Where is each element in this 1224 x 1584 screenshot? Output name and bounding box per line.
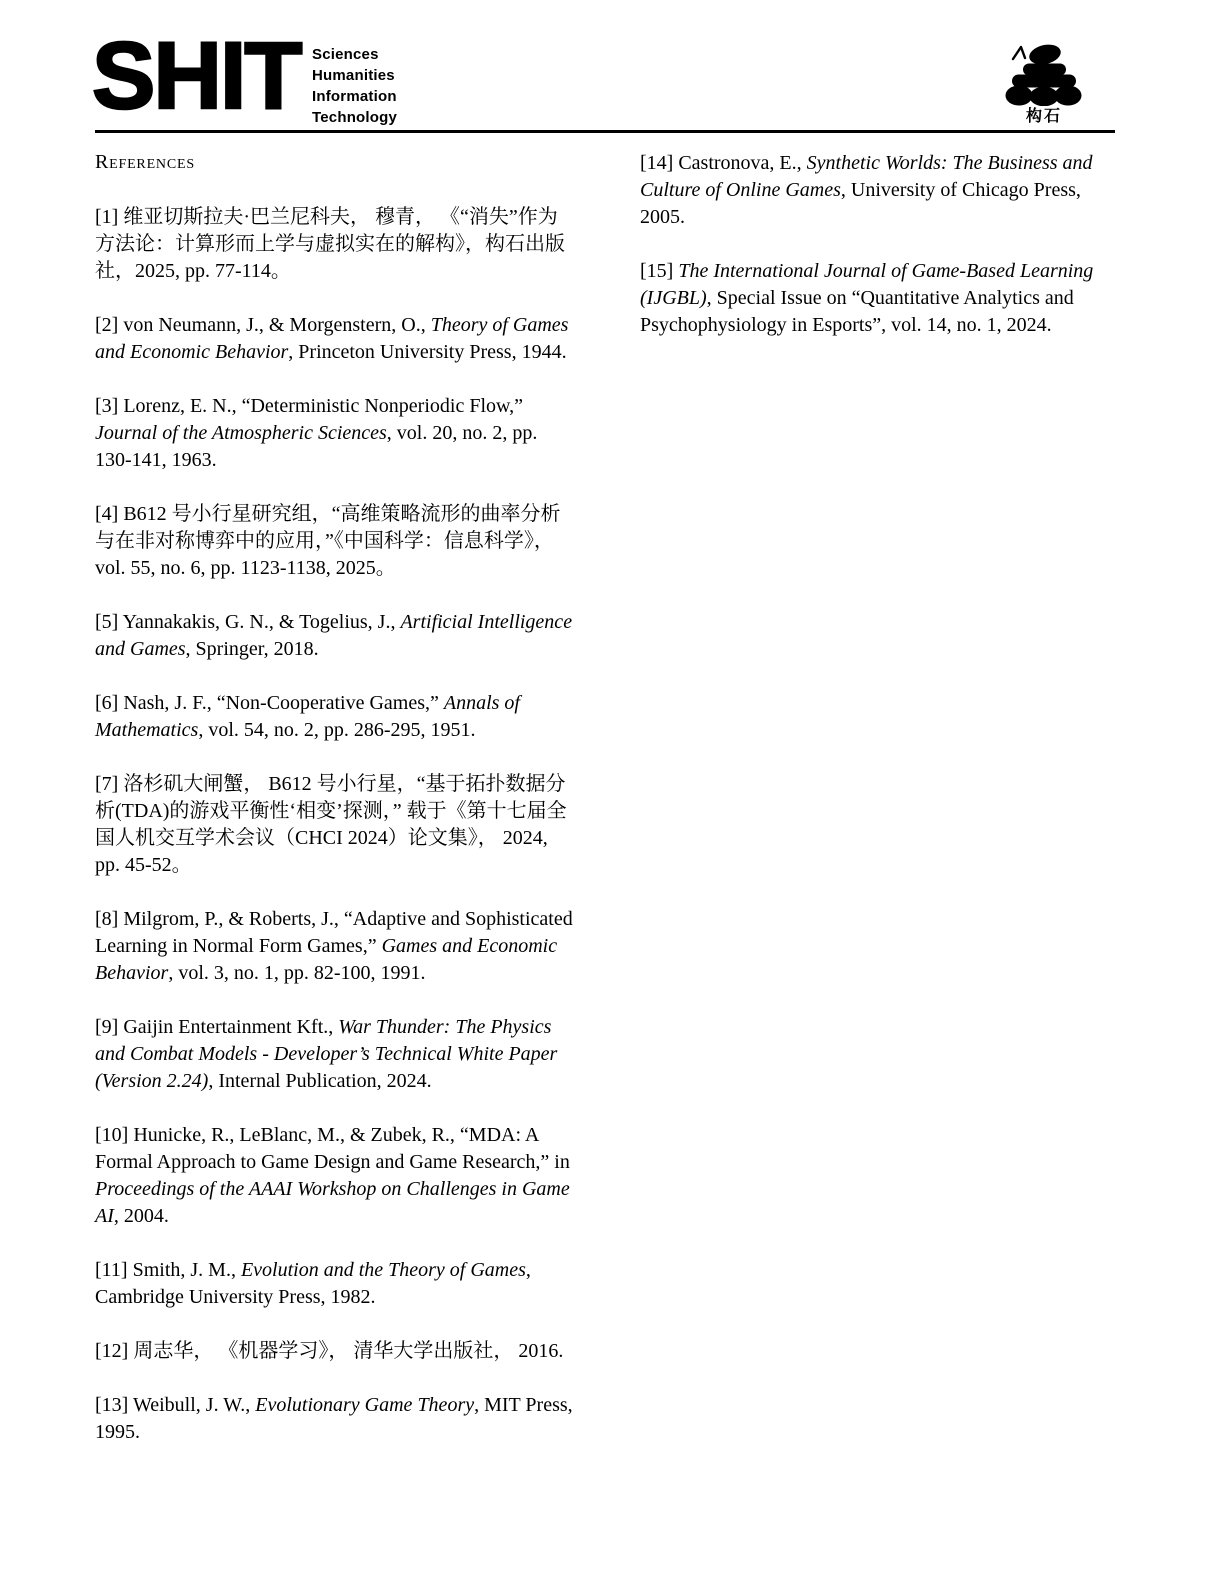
references-list-right xyxy=(640,150,1118,339)
reference-text: , Princeton University Press, 1944. xyxy=(288,341,567,363)
reference-text: [8] Milgrom, P., & Roberts, J., “Adaptive and Sophisticated Learning in Normal Form Games,” xyxy=(95,908,573,957)
journal-logo-words xyxy=(312,44,397,128)
reference-item xyxy=(95,1392,573,1446)
reference-item xyxy=(95,609,573,663)
reference-text: , vol. 3, no. 1, pp. 82-100, 1991. xyxy=(168,962,426,984)
reference-title-italic: Journal of the Atmospheric Sciences xyxy=(95,422,387,444)
header-divider xyxy=(95,130,1115,133)
publisher-mark xyxy=(999,44,1089,126)
reference-item xyxy=(95,906,573,987)
reference-text: , MIT Press, 1995. xyxy=(95,1394,573,1443)
reference-text: [6] Nash, J. F., “Non-Cooperative Games,” xyxy=(95,692,444,714)
reference-item xyxy=(95,1338,573,1365)
reference-title-italic: Games and Economic Behavior xyxy=(95,935,558,984)
reference-text: [4] B612 号小行星研究组，“高维策略流形的曲率分析与在非对称博弈中的应用，”《中国科学：信息科学》， vol. 55, no. 6, pp. 1123-1138, 2025。 xyxy=(95,503,561,579)
reference-text: , 2004. xyxy=(113,1205,169,1227)
reference-item xyxy=(95,393,573,474)
reference-text: , vol. 54, no. 2, pp. 286-295, 1951. xyxy=(198,719,476,741)
reference-item xyxy=(95,204,573,285)
journal-logo-word: Technology xyxy=(312,109,398,126)
reference-title-italic: The International Journal of Game-Based Learning (IJGBL) xyxy=(640,260,1094,309)
reference-title-italic: Synthetic Worlds: The Business and Culture of Online Games xyxy=(640,152,1093,201)
reference-title-italic: Evolution and the Theory of Games xyxy=(240,1259,526,1281)
reference-text: , University of Chicago Press, 2005. xyxy=(640,179,1081,228)
reference-item xyxy=(95,501,573,582)
reference-text: [14] Castronova, E., xyxy=(640,152,807,174)
reference-text: [12] 周志华， 《机器学习》， 清华大学出版社， 2016. xyxy=(95,1340,564,1362)
reference-text: [15] xyxy=(640,260,679,282)
reference-text: , Special Issue on “Quantitative Analytics and Psychophysiology in Esports”, vol. 14, no. 1, 2024. xyxy=(640,287,1074,336)
reference-text: , Springer, 2018. xyxy=(185,638,319,660)
reference-item xyxy=(95,312,573,366)
reference-text: , Cambridge University Press, 1982. xyxy=(95,1259,531,1308)
journal-logo-word: Sciences xyxy=(312,46,379,63)
reference-text: , Internal Publication, 2024. xyxy=(208,1070,432,1092)
reference-title-italic: Annals of Mathematics xyxy=(95,692,520,741)
reference-text: [3] Lorenz, E. N., “Deterministic Nonperiodic Flow,” xyxy=(95,395,524,417)
reference-text: [7] 洛杉矶大闸蟹， B612 号小行星，“基于拓扑数据分析(TDA)的游戏平衡性‘相变’探测，” 载于《第十七届全国人机交互学术会议（CHCI 2024）论文集》， 2024, pp. 45-52。 xyxy=(95,773,567,876)
reference-item xyxy=(95,771,573,879)
reference-text: [1] 维亚切斯拉夫·巴兰尼科夫， 穆青， 《“消失”作为方法论：计算形而上学与虚拟实在的解构》，构石出版社，2025, pp. 77-114。 xyxy=(95,206,565,282)
reference-title-italic: Artificial Intelligence and Games xyxy=(95,611,573,660)
references-section xyxy=(95,150,1118,1473)
references-heading: References xyxy=(95,151,195,173)
publisher-mark-label: 构石 xyxy=(1025,108,1062,125)
stone-pile-icon xyxy=(1000,44,1088,106)
reference-title-italic: War Thunder: The Physics and Combat Models - Developer’s Technical White Paper (Version 2.24) xyxy=(95,1016,558,1092)
reference-text: [10] Hunicke, R., LeBlanc, M., & Zubek, R., “MDA: A Formal Approach to Game Design and Game Research,” in xyxy=(95,1124,570,1173)
reference-title-italic: Evolutionary Game Theory xyxy=(255,1394,475,1416)
reference-text: [13] Weibull, J. W., xyxy=(95,1394,256,1416)
journal-logo-word: Humanities xyxy=(312,67,395,84)
reference-text: , vol. 20, no. 2, pp. 130-141, 1963. xyxy=(95,422,538,471)
reference-item xyxy=(95,1257,573,1311)
reference-text: [11] Smith, J. M., xyxy=(95,1259,241,1281)
reference-text: [5] Yannakakis, G. N., & Togelius, J., xyxy=(95,611,401,633)
reference-item xyxy=(95,1122,573,1230)
reference-text: [2] von Neumann, J., & Morgenstern, O., xyxy=(95,314,431,336)
references-column-left xyxy=(95,150,573,1473)
reference-item xyxy=(640,258,1118,339)
reference-item xyxy=(95,690,573,744)
references-list-left xyxy=(95,204,573,1446)
references-column-right xyxy=(640,150,1118,366)
reference-title-italic: Theory of Games and Economic Behavior xyxy=(95,314,569,363)
reference-item xyxy=(95,1014,573,1095)
reference-item xyxy=(640,150,1118,231)
journal-logo-word: Information xyxy=(312,88,397,105)
journal-logo-acronym: SHIT xyxy=(92,22,301,129)
reference-text: [9] Gaijin Entertainment Kft., xyxy=(95,1016,339,1038)
reference-title-italic: Proceedings of the AAAI Workshop on Challenges in Game AI xyxy=(95,1178,570,1227)
